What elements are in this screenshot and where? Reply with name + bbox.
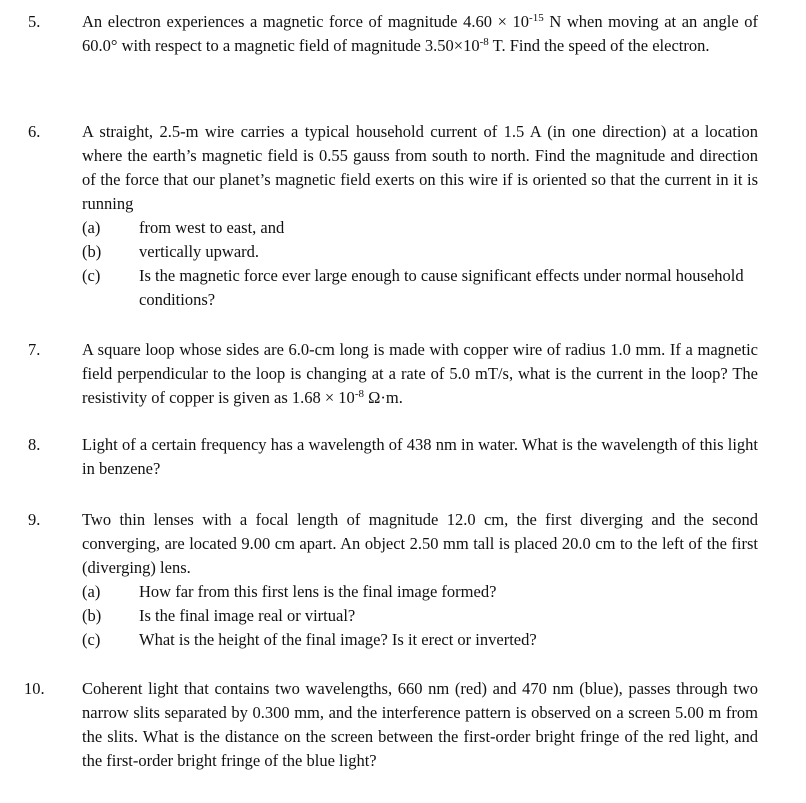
problem-text-part: Ω·m. xyxy=(363,388,403,407)
problem-stem: A straight, 2.5-m wire carries a typical household current of 1.5 A (in one direction) at a location where the earth’s magnetic field is 0.55 gauss from south to north. Find the magnitude and direction of the force that our planet’s magnetic field exerts on this wire if is oriented so that the current in it is running xyxy=(82,122,758,213)
subquestion-label: (a) xyxy=(82,218,101,237)
subquestion-c xyxy=(82,264,758,312)
problem-text-part: A square loop whose sides are 6.0-cm long is made with copper wire of radius 1.0 mm. If a magnetic field perpendicular to the loop is changing at a rate of 5.0 mT/s, what is the current in the loop? The resistivity of copper is given as 1.68 × 10 xyxy=(82,340,758,407)
subquestion-b xyxy=(82,604,758,628)
problem-number: 10. xyxy=(24,679,45,698)
problem-number: 6. xyxy=(28,122,41,141)
problem-number: 7. xyxy=(28,340,41,359)
subquestion-text: Is the final image real or virtual? xyxy=(139,606,356,625)
subquestion-label: (b) xyxy=(82,242,102,261)
problem-stem: Coherent light that contains two wavelengths, 660 nm (red) and 470 nm (blue), passes through two narrow slits separated by 0.300 mm, and the interference pattern is observed on a screen 5.00 m from the slits. What is the distance on the screen between the first-order bright fringe of the red light, and the first-order bright fringe of the blue light? xyxy=(82,679,758,770)
exponent: -8 xyxy=(479,36,489,48)
subquestion-text: What is the height of the final image? Is it erect or inverted? xyxy=(139,630,537,649)
subquestion-label: (c) xyxy=(82,630,101,649)
problem-stem: Two thin lenses with a focal length of magnitude 12.0 cm, the first diverging and the second converging, are located 9.00 cm apart. An object 2.50 mm tall is placed 20.0 cm to the left of the first (diverging) lens. xyxy=(82,510,758,577)
problem-text xyxy=(82,508,758,652)
exponent: -8 xyxy=(354,388,364,400)
problem-text-part: T. Find the speed of the electron. xyxy=(488,36,710,55)
subquestion-a xyxy=(82,216,758,240)
problem-text xyxy=(82,120,758,312)
problem-text xyxy=(82,338,758,410)
subquestion-text: vertically upward. xyxy=(139,242,260,261)
problem-number: 5. xyxy=(28,12,41,31)
subquestion-text: from west to east, and xyxy=(139,218,285,237)
problem-stem: Light of a certain frequency has a wavelength of 438 nm in water. What is the wavelength of this light in benzene? xyxy=(82,435,758,478)
problem-text xyxy=(82,677,758,773)
problem-number: 8. xyxy=(28,435,41,454)
subquestion-label: (a) xyxy=(82,582,101,601)
exponent: -15 xyxy=(529,12,544,24)
subquestion-b xyxy=(82,240,758,264)
problem-number: 9. xyxy=(28,510,41,529)
subquestion-a xyxy=(82,580,758,604)
subquestion-label: (b) xyxy=(82,606,102,625)
problem-text-part: N when moving at an angle of 60.0° with respect to a magnetic field of magnitude 3.50×10 xyxy=(82,12,758,55)
subquestion-text: Is the magnetic force ever large enough to cause significant effects under normal household conditions? xyxy=(139,266,744,309)
problem-text-part: An electron experiences a magnetic force of magnitude 4.60 × 10 xyxy=(82,12,530,31)
subquestion-text: How far from this first lens is the final image formed? xyxy=(139,582,497,601)
subquestion-c xyxy=(82,628,758,652)
subquestion-label: (c) xyxy=(82,266,101,285)
problem-text xyxy=(82,433,758,481)
problem-text xyxy=(82,10,758,58)
